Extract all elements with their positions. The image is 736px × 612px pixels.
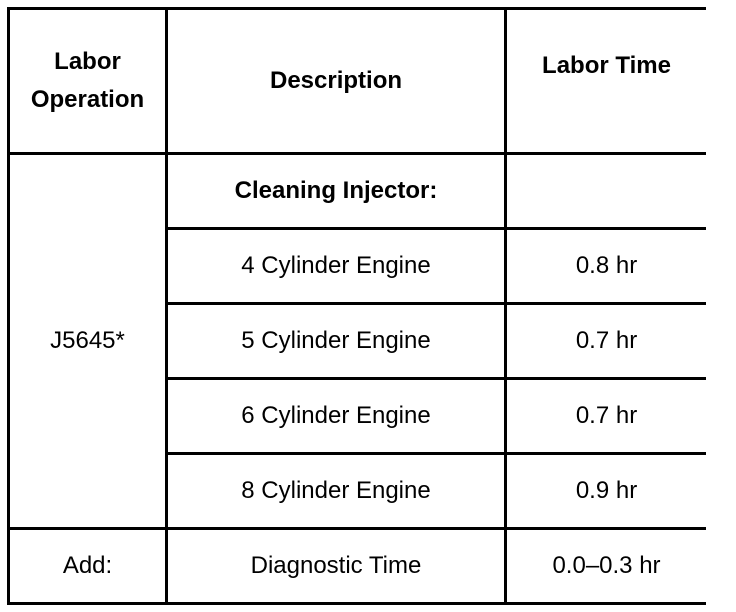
- table-row-description: 4 Cylinder Engine: [241, 252, 431, 279]
- operation-code: J5645*: [50, 327, 125, 354]
- table-row-labor-time: 0.7 hr: [575, 327, 638, 354]
- table-row-labor-time: 0.8 hr: [575, 252, 638, 279]
- table-row-description: 5 Cylinder Engine: [241, 327, 431, 354]
- add-label: Add:: [62, 552, 113, 579]
- table-row-description: 8 Cylinder Engine: [241, 477, 431, 504]
- header-labor-operation: Labor Operation: [30, 48, 145, 113]
- add-labor-time: 0.0–0.3 hr: [552, 552, 661, 579]
- header-description: Description: [269, 67, 403, 94]
- table-row-description: 6 Cylinder Engine: [241, 402, 431, 429]
- table-row-labor-time: 0.7 hr: [575, 402, 638, 429]
- header-labor-time: Labor Time: [542, 52, 671, 79]
- table-row-labor-time: [507, 155, 706, 227]
- table-row-description: Cleaning Injector:: [234, 177, 438, 204]
- table-row-labor-time: 0.9 hr: [575, 477, 638, 504]
- labor-time-table: [7, 7, 706, 605]
- table-border-bottom: [7, 602, 706, 605]
- add-description: Diagnostic Time: [250, 552, 422, 579]
